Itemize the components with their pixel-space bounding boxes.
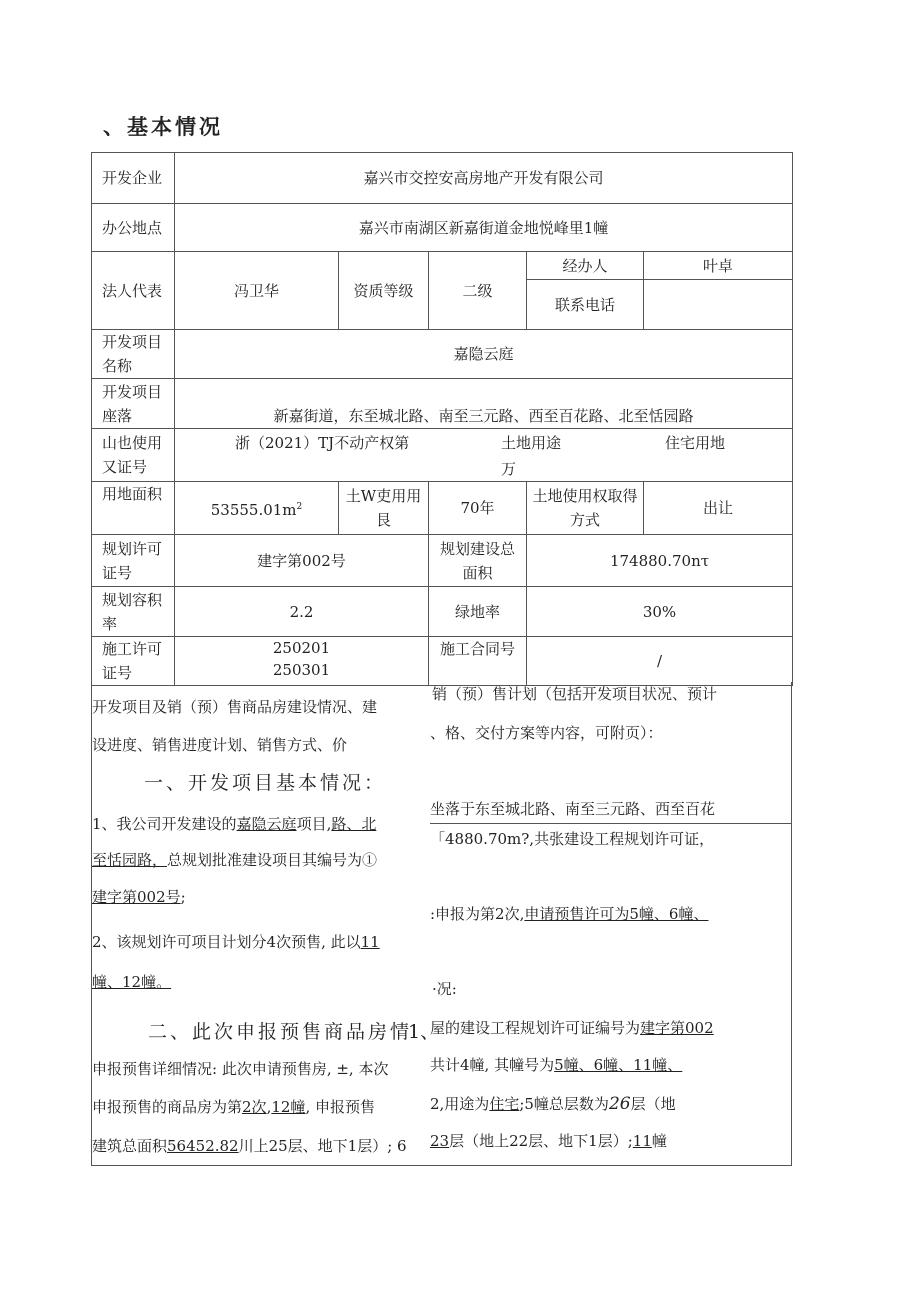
far-value: 2.2 xyxy=(175,587,429,637)
area-value-cell xyxy=(175,482,339,535)
plan-value: 建字第002号 xyxy=(175,535,429,587)
left-detail-2 xyxy=(92,1097,375,1117)
legal-label: 法人代表 xyxy=(92,252,175,330)
landcert-suffix: 万 xyxy=(501,460,517,478)
right-intro-1: 销（预）售计划（包括开发项目状况、预计 xyxy=(432,685,718,703)
left-line-4b: 11 xyxy=(360,933,380,951)
right-line-8 xyxy=(430,1094,676,1114)
right-line-9c: 11 xyxy=(632,1132,652,1150)
project-label: 开发项目名称 xyxy=(92,330,175,379)
right-line-3b: 申请预售许可为5幢、6幢、 xyxy=(524,905,709,923)
acq-value: 出让 xyxy=(644,482,793,535)
plan-number-ref: 建字第002号 xyxy=(92,888,181,906)
section-two-heading: 二、此次申报预售商品房情 xyxy=(148,1021,413,1043)
developer-value: 嘉兴市交控安高房地产开发有限公司 xyxy=(175,153,793,204)
term-value: 70年 xyxy=(429,482,527,535)
left-detail-2e: , 申报预售 xyxy=(305,1098,375,1116)
office-value: 嘉兴市南湖区新嘉街道金地悦峰里1幢 xyxy=(175,204,793,252)
term-label: 土W吏用用艮 xyxy=(339,482,429,535)
qual-value: 二级 xyxy=(429,252,527,330)
project-name-ref: 嘉隐云庭 xyxy=(236,815,297,833)
acq-label: 土地使用权取得方式 xyxy=(527,482,644,535)
left-line-5 xyxy=(92,972,171,992)
left-detail-2b: 2次 xyxy=(242,1098,267,1116)
landcert-label: 山也使用又证号 xyxy=(92,429,175,482)
right-line-5: 1、 xyxy=(408,1021,440,1043)
right-line-9 xyxy=(430,1131,667,1151)
right-line-9a: 23 xyxy=(430,1132,450,1150)
developer-label: 开发企业 xyxy=(92,153,175,204)
contract-label: 施工合同号 xyxy=(429,637,527,686)
section-heading: 、基本情况 xyxy=(103,114,223,139)
phone-label: 联系电话 xyxy=(527,280,644,330)
left-detail-2d: 12幢 xyxy=(271,1098,306,1116)
right-line-3a: :申报为第2次, xyxy=(430,905,525,923)
left-intro-1: 开发项目及销（预）售商品房建设情况、建 xyxy=(92,698,378,716)
left-line-1 xyxy=(92,814,376,834)
project-value: 嘉隐云庭 xyxy=(175,330,793,379)
landuse-label: 土地用途 xyxy=(501,434,562,452)
left-line-2a: 至恬园路， xyxy=(92,851,168,869)
right-line-3 xyxy=(430,904,708,924)
location-value: 新嘉街道，东至城北路、南至三元路、西至百花路、北至恬园路 xyxy=(175,379,793,429)
agent-value: 叶卓 xyxy=(644,252,793,280)
right-line-7 xyxy=(430,1055,682,1075)
green-label: 绿地率 xyxy=(429,587,527,637)
contract-value: / xyxy=(527,637,793,686)
right-line-8e: 层（地 xyxy=(630,1095,676,1113)
left-line-1d: 路、北 xyxy=(331,815,377,833)
right-line-8d: 26 xyxy=(608,1094,631,1114)
right-intro-2: 、格、交付方案等内容，可附页）： xyxy=(430,724,663,742)
landcert-value: 浙（2021）TJ不动产权第 xyxy=(235,434,410,452)
left-line-1c: 项目, xyxy=(296,815,332,833)
left-line-5a: 幢、12幢。 xyxy=(92,973,172,991)
left-detail-1: 申报预售详细情况: 此次申请预售房, ±, 本次 xyxy=(92,1060,389,1078)
left-line-2b: 总规划批准建设项目其编号为① xyxy=(167,851,378,869)
right-divider xyxy=(430,823,792,824)
left-detail-2c: , xyxy=(266,1098,272,1116)
right-line-2: 「4880.70m?,共张建设工程规划许可证， xyxy=(430,830,715,848)
left-detail-2a: 申报预售的商品房为第 xyxy=(92,1098,243,1116)
construct-value-cell xyxy=(175,637,429,686)
left-line-2 xyxy=(92,850,377,870)
right-line-8a: 2,用途为 xyxy=(430,1095,490,1113)
green-value: 30% xyxy=(527,587,793,637)
left-line-4 xyxy=(92,932,380,952)
left-intro-2: 设进度、销售进度计划、销售方式、价 xyxy=(92,736,348,754)
left-detail-3 xyxy=(92,1136,407,1156)
right-line-6 xyxy=(430,1018,714,1038)
plan-area-label: 规划建设总面积 xyxy=(429,535,527,587)
right-line-4: ·况: xyxy=(432,980,457,998)
right-line-8b: 住宅 xyxy=(489,1095,520,1113)
right-line-7b: 5幢、6幢、11幢、 xyxy=(554,1056,683,1074)
construct-label: 施工许可证号 xyxy=(92,637,175,686)
left-detail-3a: 建筑总面积 xyxy=(92,1137,168,1155)
landuse-value: 住宅用地 xyxy=(665,434,726,452)
left-line-1a: 1、我公司开发建设的 xyxy=(92,815,237,833)
left-detail-3c: 川上25层、地下1层）; 6 xyxy=(238,1137,407,1155)
right-line-8c: ;5幢总层数为 xyxy=(519,1095,609,1113)
area-label: 用地面积 xyxy=(92,482,175,535)
left-line-4a: 2、该规划许可项目计划分4次预售, 此以 xyxy=(92,933,361,951)
location-label: 开发项目座落 xyxy=(92,379,175,429)
phone-value xyxy=(644,280,793,330)
construct-value-1: 250201 xyxy=(272,639,331,657)
legal-value: 冯卫华 xyxy=(175,252,339,330)
section-one-heading: 一、开发项目基本情况： xyxy=(144,772,387,794)
area-sup: 2 xyxy=(296,501,303,512)
right-line-1: 坐落于东至城北路、南至三元路、西至百花 xyxy=(430,800,716,818)
basic-info-table xyxy=(91,152,793,686)
left-detail-3b: 56452.82 xyxy=(167,1137,239,1155)
left-line-3 xyxy=(92,887,186,907)
qual-label: 资质等级 xyxy=(339,252,429,330)
right-line-9b: 层（地上22层、地下1层）; xyxy=(449,1132,633,1150)
left-line-3b: ; xyxy=(180,888,186,906)
plan-label: 规划许可证号 xyxy=(92,535,175,587)
far-label: 规划容积率 xyxy=(92,587,175,637)
area-value: 53555.01m xyxy=(210,500,297,519)
construct-value-2: 250301 xyxy=(272,661,331,679)
landcert-cell xyxy=(175,429,793,482)
right-line-7a: 共计4幢, 其幢号为 xyxy=(430,1056,555,1074)
agent-label: 经办人 xyxy=(527,252,644,280)
right-line-9d: 幢 xyxy=(651,1132,667,1150)
right-line-6a: 屋的建设工程规划许可证编号为 xyxy=(430,1019,641,1037)
office-label: 办公地点 xyxy=(92,204,175,252)
right-line-6b: 建字第002 xyxy=(640,1019,714,1037)
plan-area-value: 174880.70nτ xyxy=(527,535,793,587)
